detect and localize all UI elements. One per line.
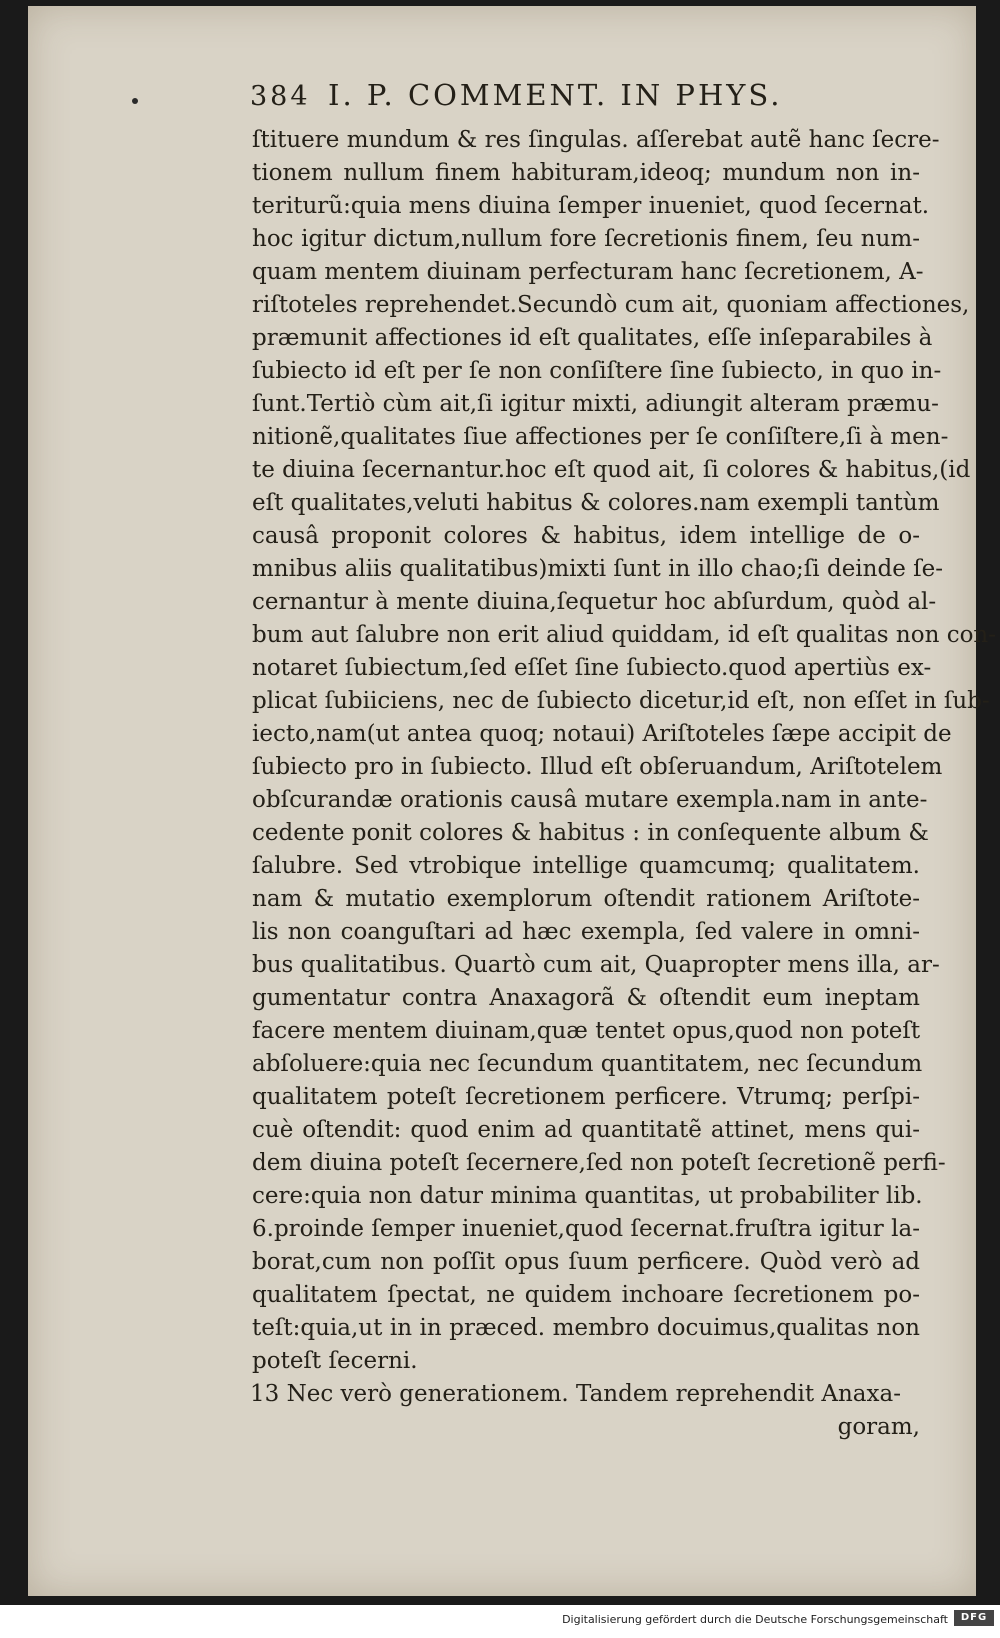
margin-ink-spot — [132, 98, 138, 104]
text-line: quam mentem diuinam perfecturam hanc ſecretionem, A- — [252, 259, 924, 285]
text-line: 6.proinde ſemper inueniet,quod ſecernat.fruſtra igitur la- — [252, 1216, 920, 1242]
catchword: goram, — [837, 1414, 920, 1440]
text-line: riſtoteles reprehendet.Secundò cum ait, quoniam affectiones, — [252, 292, 970, 318]
text-line: eſt qualitates,veluti habitus & colores.nam exempli tantùm — [252, 490, 940, 516]
text-line: dem diuina poteſt ſecernere,ſed non poteſt ſecretionẽ perfi- — [252, 1150, 946, 1176]
text-line: ſalubre. Sed vtrobique intellige quamcumq; qualitatem. — [252, 853, 920, 879]
page-number: 384 — [250, 81, 311, 112]
text-line: plicat ſubiiciens, nec de ſubiecto dicetur,id eſt, non eſſet in ſub- — [252, 688, 990, 714]
text-line: poteſt ſecerni. — [252, 1348, 418, 1374]
running-head-title: I. P. COMMENT. IN PHYS. — [328, 78, 783, 112]
text-line: qualitatem ſpectat, ne quidem inchoare ſecretionem po- — [252, 1282, 920, 1308]
body-text — [252, 124, 997, 1378]
text-line: borat,cum non poſſit opus ſuum perficere. Quòd verò ad — [252, 1249, 920, 1275]
dfg-logo: DFG — [954, 1610, 994, 1626]
text-line: causâ proponit colores & habitus, idem intellige de o- — [252, 523, 920, 549]
page-text — [250, 78, 997, 1444]
text-line: facere mentem diuinam,quӕ tentet opus,quod non poteſt — [252, 1018, 921, 1044]
text-line: lis non coanguſtari ad hӕc exempla, ſed valere in omni- — [252, 919, 920, 945]
text-line: teriturũ:quia mens diuina ſemper inueniet, quod ſecernat. — [252, 193, 930, 219]
text-line: te diuina ſecernantur.hoc eſt quod ait, ſi colores & habitus,(id — [252, 457, 971, 483]
text-line: mnibus aliis qualitatibus)mixti ſunt in illo chao;ſi deinde ſe- — [252, 556, 944, 582]
text-line: cernantur à mente diuina,ſequetur hoc abſurdum, quòd al- — [252, 589, 937, 615]
digitization-credit: Digitalisierung gefördert durch die Deutsche Forschungsgemeinschaft — [562, 1613, 948, 1626]
text-line: nitionẽ,qualitates ſiue affectiones per ſe conſiſtere,ſi à men- — [252, 424, 949, 450]
running-head — [250, 78, 920, 118]
text-line: prӕmunit affectiones id eſt qualitates, eſſe inſeparabiles à — [252, 325, 933, 351]
text-line: obſcurandӕ orationis causâ mutare exempla.nam in ante- — [252, 787, 928, 813]
text-line: ſubiecto id eſt per ſe non conſiſtere ſine ſubiecto, in quo in- — [252, 358, 942, 384]
text-line: bum aut ſalubre non erit aliud quiddam, id eſt qualitas non con- — [252, 622, 997, 648]
text-line: notaret ſubiectum,ſed eſſet ſine ſubiecto.quod apertiùs ex- — [252, 655, 932, 681]
text-line: ſunt.Tertiò cùm ait,ſi igitur mixti, adiungit alteram prӕmu- — [252, 391, 939, 417]
text-line: qualitatem poteſt ſecretionem perficere. Vtrumq; perſpi- — [252, 1084, 920, 1110]
text-line: abſoluere:quia nec ſecundum quantitatem, nec ſecundum — [252, 1051, 923, 1077]
text-line: teſt:quia,ut in in prӕced. membro docuimus,qualitas non — [252, 1315, 920, 1341]
text-line: cere:quia non datur minima quantitas, ut probabiliter lib. — [252, 1183, 923, 1209]
text-line: gumentatur contra Anaxagorã & oſtendit eum ineptam — [252, 985, 920, 1011]
text-line: ſubiecto pro in ſubiecto. Illud eſt obſeruandum, Ariſtotelem — [252, 754, 943, 780]
text-line: bus qualitatibus. Quartò cum ait, Quapropter mens illa, ar- — [252, 952, 940, 978]
text-line: hoc igitur dictum,nullum fore ſecretionis finem, ſeu num- — [252, 226, 920, 252]
text-line: nam & mutatio exemplorum oſtendit rationem Ariſtote- — [252, 886, 920, 912]
text-line: cedente ponit colores & habitus : in conſequente album & — [252, 820, 929, 846]
text-line: ſtituere mundum & res ſingulas. aſſerebat autẽ hanc ſecre- — [252, 127, 940, 153]
text-line: iecto,nam(ut antea quoq; notaui) Ariſtoteles ſӕpe accipit de — [252, 721, 952, 747]
section-line: 13 Nec verò generationem. Tandem reprehendit Anaxa- — [250, 1381, 901, 1407]
text-line: cuè oſtendit: quod enim ad quantitatẽ attinet, mens qui- — [252, 1117, 920, 1143]
text-line: tionem nullum finem habituram,ideoq; mundum non in- — [252, 160, 920, 186]
